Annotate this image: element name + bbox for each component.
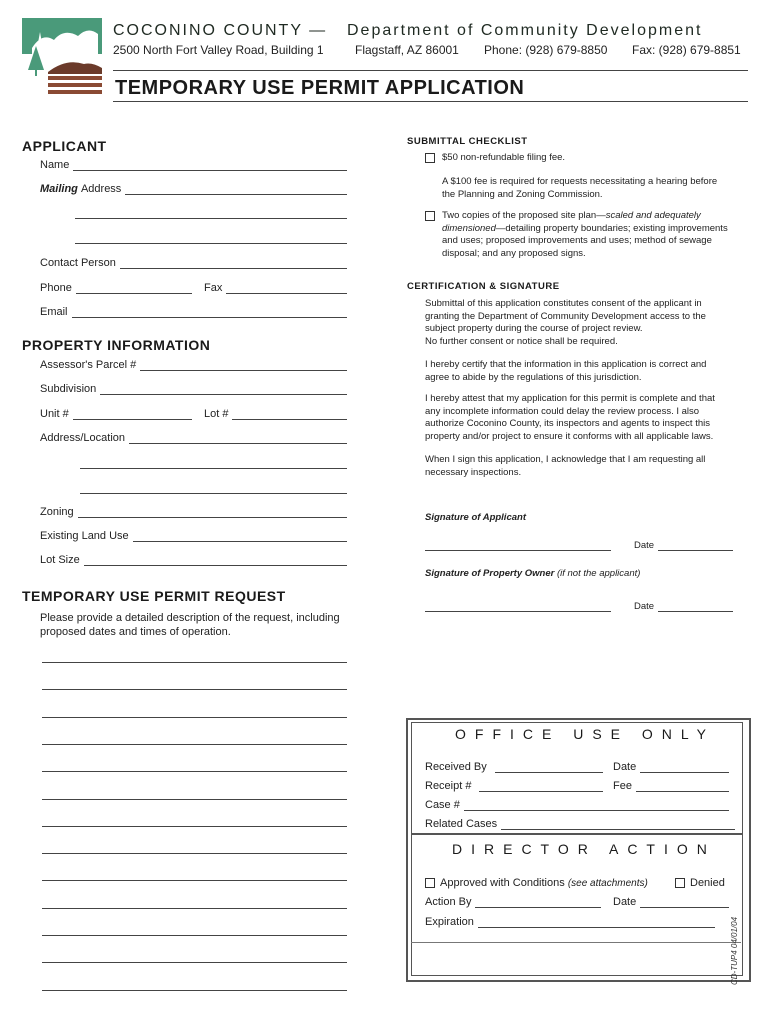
phone-field[interactable]: Phone [40,282,192,294]
case-number-field[interactable]: Case # [425,799,729,811]
subdivision-field[interactable]: Subdivision [40,383,347,395]
property-heading: PROPERTY INFORMATION [22,337,211,353]
address-location-line-2[interactable] [80,467,347,469]
request-description-line[interactable] [42,688,347,690]
request-description-line[interactable] [42,879,347,881]
zoning-field[interactable]: Zoning [40,506,347,518]
mailing-address-line-3[interactable] [75,242,347,244]
inspections-paragraph: When I sign this application, I acknowledge that I am requesting all necessary inspections. [425,454,706,478]
director-divider [411,942,741,943]
action-date-field[interactable]: Date [613,896,729,908]
mailing-address-field[interactable]: Mailing Address [40,183,347,195]
request-description-line[interactable] [42,825,347,827]
request-heading: TEMPORARY USE PERMIT REQUEST [22,588,286,604]
request-description-line[interactable] [42,907,347,909]
applicant-heading: APPLICANT [22,138,107,154]
office-city: Flagstaff, AZ 86001 [355,43,459,57]
action-by-field[interactable]: Action By [425,896,601,908]
denied-label: Denied [690,877,725,889]
office-use-heading: OFFICE USE ONLY [455,726,715,742]
address-location-field[interactable]: Address/Location [40,432,347,444]
approved-label: Approved with Conditions (see attachments) [440,877,648,889]
office-fax: Fax: (928) 679-8851 [632,43,741,57]
request-description-line[interactable] [42,852,347,854]
header-dash: — [309,22,328,39]
site-plan-text: Two copies of the proposed site plan—scaled and adequately dimensioned—detailing property boundaries; existing improvements and uses; proposed improvements and uses; method of sewage disposal; and any proposed signs. [442,210,728,259]
related-cases-field[interactable]: Related Cases [425,818,735,830]
received-by-field[interactable]: Received By [425,761,603,773]
office-phone: Phone: (928) 679-8850 [484,43,608,57]
approved-checkbox[interactable] [425,878,435,888]
county-name: COCONINO COUNTY — [113,22,328,39]
request-description-line[interactable] [42,770,347,772]
name-field[interactable]: Name [40,159,347,171]
email-field[interactable]: Email [40,306,347,318]
owner-signature-line[interactable] [425,610,611,612]
applicant-signature-label: Signature of Applicant [425,512,526,523]
request-description-line[interactable] [42,661,347,663]
title-rule [113,101,748,102]
receipt-field[interactable]: Receipt # [425,780,603,792]
consent-paragraph: Submittal of this application constitutes consent of the applicant in granting the Department of Community Development access to the subject property during the course of project review. No further consent or notice shall be required. [425,298,706,347]
mailing-address-line-2[interactable] [75,217,347,219]
lot-field[interactable]: Lot # [204,408,347,420]
site-plan-checkbox[interactable] [425,211,435,221]
fee-field[interactable]: Fee [613,780,729,792]
certification-heading: CERTIFICATION & SIGNATURE [407,281,560,292]
received-date-field[interactable]: Date [613,761,729,773]
address-location-line-3[interactable] [80,492,347,494]
applicant-signature-line[interactable] [425,549,611,551]
checklist-heading: SUBMITTAL CHECKLIST [407,136,528,147]
request-description-line[interactable] [42,934,347,936]
request-instructions: Please provide a detailed description of the request, including proposed dates and times of operation. [40,612,340,638]
attest-paragraph: I hereby attest that my application for this permit is complete and that any incomplete information could delay the review process. I also authorize Coconino County, its inspectors and agents to inspect this property and/or project to ensure it conforms with all applicable laws. [425,393,715,442]
request-description-line[interactable] [42,716,347,718]
existing-land-use-field[interactable]: Existing Land Use [40,530,347,542]
expiration-field[interactable]: Expiration [425,916,715,928]
unit-field[interactable]: Unit # [40,408,192,420]
certify-paragraph: I hereby certify that the information in this application is correct and agree to abide by the regulations of this jurisdiction. [425,359,707,383]
filing-fee-text: $50 non-refundable filing fee. [442,152,566,163]
request-description-line[interactable] [42,989,347,991]
department-name: Department of Community Development [347,22,703,39]
header-rule [113,70,748,71]
form-title: TEMPORARY USE PERMIT APPLICATION [115,77,525,99]
owner-date-field[interactable]: Date [634,601,733,612]
owner-signature-label: Signature of Property Owner (if not the applicant) [425,568,641,579]
county-logo [22,18,102,96]
form-code: CD-TUP4 04/01/04 [730,916,739,985]
fax-field[interactable]: Fax [204,282,347,294]
filing-fee-checkbox[interactable] [425,153,435,163]
denied-checkbox[interactable] [675,878,685,888]
request-description-line[interactable] [42,743,347,745]
office-address: 2500 North Fort Valley Road, Building 1 [113,43,324,57]
contact-person-field[interactable]: Contact Person [40,257,347,269]
request-description-line[interactable] [42,961,347,963]
director-action-heading: DIRECTOR ACTION [452,841,716,857]
request-description-line[interactable] [42,798,347,800]
lot-size-field[interactable]: Lot Size [40,554,347,566]
applicant-date-field[interactable]: Date [634,540,733,551]
parcel-field[interactable]: Assessor's Parcel # [40,359,347,371]
hearing-fee-note: A $100 fee is required for requests necessitating a hearing before the Planning and Zoning Commission. [442,176,718,200]
